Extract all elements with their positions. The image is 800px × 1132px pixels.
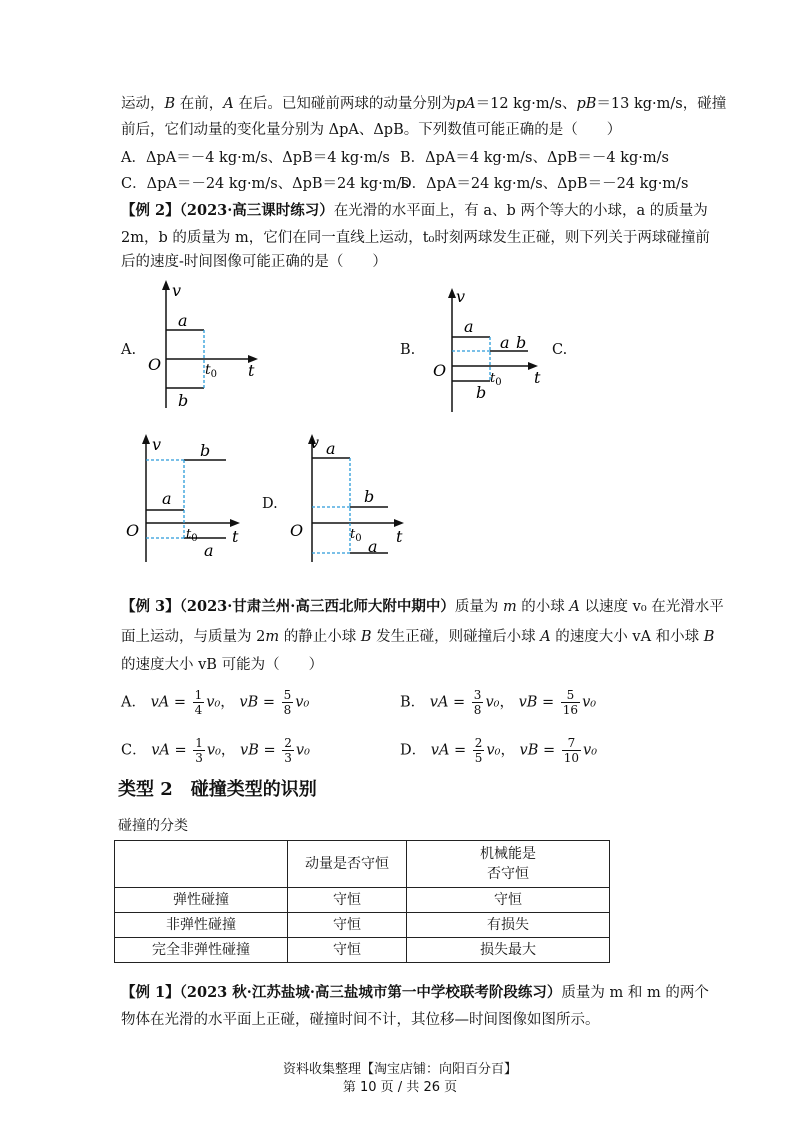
ex3-line3: 的速度大小 vB 可能为（ ） [121, 657, 324, 673]
origin-label: O [126, 521, 140, 540]
table-header-row [115, 841, 610, 888]
a-label: a [178, 311, 188, 330]
a-after-label: a [204, 541, 214, 560]
table-header-momentum: 动量是否守恒 [288, 841, 407, 888]
table-header-energy: 机械能是 否守恒 [407, 841, 610, 888]
b-after-label: b [516, 333, 527, 352]
ex2-line3: 后的速度-时间图像可能正确的是（ ） [121, 254, 387, 270]
v-label: v [152, 435, 162, 454]
table-row: 完全非弹性碰撞 守恒 损失最大 [115, 938, 610, 963]
option-c-label: C. [552, 342, 568, 358]
a-label: a [326, 439, 336, 458]
q1-line2: 前后，它们动量的变化量分别为 ΔpA、ΔpB。下列数值可能正确的是（ ） [121, 122, 622, 138]
q1-option-a: A．ΔpA＝－4 kg·m/s、ΔpB＝4 kg·m/s [121, 150, 390, 166]
b-after-label: b [364, 487, 375, 506]
t0-label: $t_0$ [186, 527, 198, 544]
v-label: v [172, 281, 182, 300]
origin-label: O [290, 521, 304, 540]
section-title: 类型 2 碰撞类型的识别 [118, 779, 317, 800]
collision-table [114, 840, 610, 963]
q1-option-b: B．ΔpA＝4 kg·m/s、ΔpB＝－4 kg·m/s [400, 150, 669, 166]
option-a-label: A. [121, 342, 137, 358]
ex2-line1: 【例 2】（2023·高三课时练习）在光滑的水平面上，有 a、b 两个等大的小球，a 的质量为 [121, 202, 708, 219]
ex3-line1: 【例 3】（2023·甘肃兰州·高三西北师大附中期中）质量为 m 的小球 A 以速度 v₀ 在光滑水平 [121, 598, 724, 615]
a-label: a [464, 317, 474, 336]
ex2-line2: 2m，b 的质量为 m，它们在同一直线上运动，t₀时刻两球发生正碰，则下列关于两球碰撞前 [121, 230, 710, 246]
option-b-label: B. [400, 342, 416, 358]
a-after-label: a [368, 537, 378, 556]
graph-d [284, 432, 414, 567]
ex3-option-a: A． vA = $\frac{1}{4}$ v₀， vB = $\frac{5}{8}$ v₀ [121, 688, 310, 717]
graph-b [428, 286, 546, 416]
footer-source: 资料收集整理【淘宝店铺：向阳百分百】 [282, 1062, 517, 1077]
option-d-label: D. [262, 496, 278, 512]
t-label: t [232, 527, 239, 546]
q1-option-d: D．ΔpA＝24 kg·m/s、ΔpB＝－24 kg·m/s [400, 176, 689, 192]
graph-c [120, 432, 250, 567]
table-row: 弹性碰撞 守恒 守恒 [115, 888, 610, 913]
ex1-line1: 【例 1】（2023 秋·江苏盐城·高三盐城市第一中学校联考阶段练习）质量为 m 和 m 的两个 [121, 984, 709, 1001]
a-after-label: a [500, 333, 510, 352]
t0-label: $t_0$ [205, 362, 218, 380]
ex1-line2: 物体在光滑的水平面上正碰，碰撞时间不计，其位移—时间图像如图所示。 [121, 1012, 600, 1028]
ex3-option-c: C． vA = $\frac{1}{3}$ v₀， vB = $\frac{2}{3}$ v₀ [121, 736, 310, 765]
ex3-line2: 面上运动，与质量为 2m 的静止小球 B 发生正碰，则碰撞后小球 A 的速度大小 vA 和小球 B [121, 629, 715, 645]
table-header-empty [115, 841, 288, 888]
origin-label: O [433, 361, 447, 380]
t0-label: $t_0$ [490, 371, 502, 388]
graph-a [140, 278, 270, 413]
origin-label: O [148, 355, 162, 374]
b-label: b [476, 383, 487, 402]
t-label: t [534, 368, 541, 387]
b-after-label: b [200, 441, 211, 460]
ex3-option-b: B． vA = $\frac{3}{8}$ v₀， vB = $\frac{5}{16}$ v₀ [400, 688, 597, 717]
ex3-option-d: D． vA = $\frac{2}{5}$ v₀， vB = $\frac{7}{10}$ v₀ [400, 736, 598, 765]
t-label: t [396, 527, 403, 546]
a-label: a [162, 489, 172, 508]
footer-page-number: 第 10 页 / 共 26 页 [342, 1080, 458, 1095]
q1-option-c: C．ΔpA＝－24 kg·m/s、ΔpB＝24 kg·m/s [121, 176, 409, 192]
section-subtitle: 碰撞的分类 [118, 818, 188, 834]
v-label: v [310, 433, 320, 452]
b-label: b [178, 391, 189, 410]
t-label: t [248, 361, 255, 380]
table-row: 非弹性碰撞 守恒 有损失 [115, 913, 610, 938]
q1-line1: 运动，B 在前，A 在后。已知碰前两球的动量分别为pA＝12 kg·m/s、pB＝13 kg·m/s，碰撞 [121, 96, 727, 112]
t0-label: $t_0$ [350, 527, 362, 544]
v-label: v [456, 287, 466, 306]
